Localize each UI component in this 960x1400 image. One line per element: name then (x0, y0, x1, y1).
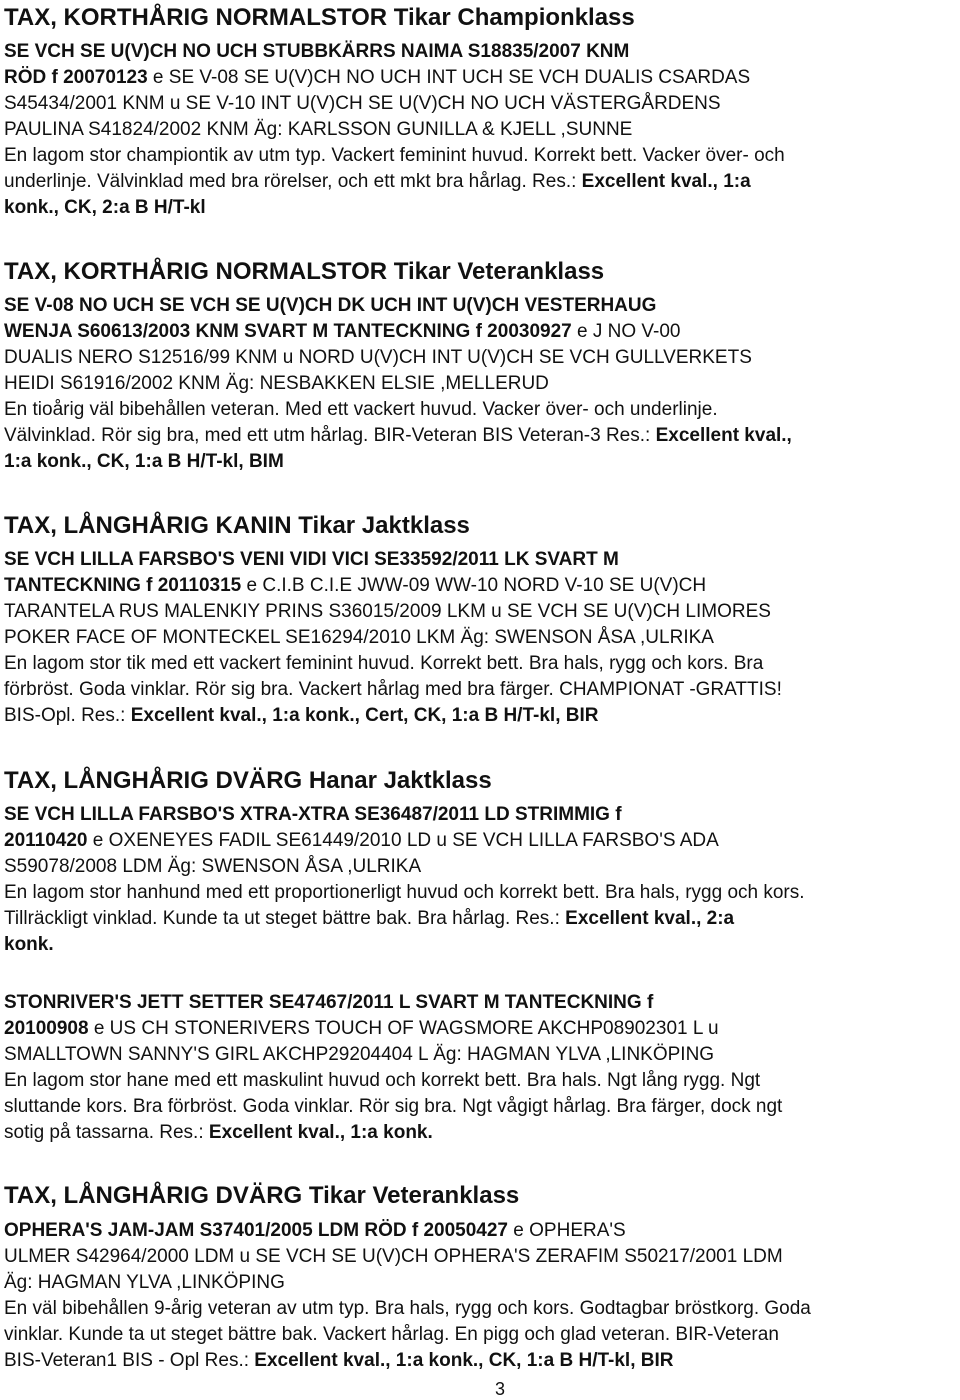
text-line: sotig på tassarna. Res.: Excellent kval., 1:a konk. (4, 1122, 433, 1143)
text-line: Välvinklad. Rör sig bra, med ett utm hårlag. BIR-Veteran BIS Veteran-3 Res.: Excellent kval., (4, 425, 792, 446)
text-line: DUALIS NERO S12516/99 KNM u NORD U(V)CH INT U(V)CH SE VCH GULLVERKETS (4, 347, 752, 368)
text-line: OPHERA'S JAM-JAM S37401/2005 LDM RÖD f 20050427 e OPHERA'S (4, 1220, 626, 1241)
text-line: förbröst. Goda vinklar. Rör sig bra. Vackert hårlag med bra färger. CHAMPIONAT -GRATTIS! (4, 679, 782, 700)
text-line: WENJA S60613/2003 KNM SVART M TANTECKNING f 20030927 e J NO V-00 (4, 321, 681, 342)
text-line: BIS-Veteran1 BIS - Opl Res.: Excellent kval., 1:a konk., CK, 1:a B H/T-kl, BIR (4, 1350, 674, 1371)
section-title: TAX, KORTHÅRIG NORMALSTOR Tikar Veteranklass (4, 258, 605, 285)
text-line: En lagom stor championtik av utm typ. Vackert feminint huvud. Korrekt bett. Vacker över- och (4, 145, 785, 166)
text-line: En tioårig väl bibehållen veteran. Med ett vackert huvud. Vacker över- och underlinje. (4, 399, 718, 420)
text-line: HEIDI S61916/2002 KNM Äg: NESBAKKEN ELSIE ,MELLERUD (4, 373, 549, 394)
text-line: SE V-08 NO UCH SE VCH SE U(V)CH DK UCH INT U(V)CH VESTERHAUG (4, 295, 657, 316)
text-line: vinklar. Kunde ta ut steget bättre bak. Vackert hårlag. En pigg och glad veteran. BIR-Veteran (4, 1324, 779, 1345)
text-line: TARANTELA RUS MALENKIY PRINS S36015/2009 LKM u SE VCH SE U(V)CH LIMORES (4, 601, 771, 622)
section-title: TAX, KORTHÅRIG NORMALSTOR Tikar Championklass (4, 4, 635, 31)
text-line: S59078/2008 LDM Äg: SWENSON ÅSA ,ULRIKA (4, 856, 422, 877)
section-title: TAX, LÅNGHÅRIG DVÄRG Hanar Jaktklass (4, 767, 492, 794)
text-line: SMALLTOWN SANNY'S GIRL AKCHP29204404 L Äg: HAGMAN YLVA ,LINKÖPING (4, 1044, 715, 1065)
text-line: underlinje. Välvinklad med bra rörelser, och ett mkt bra hårlag. Res.: Excellent kval., 1:a (4, 171, 751, 192)
text-line: konk., CK, 2:a B H/T-kl (4, 197, 206, 218)
text-line: SE VCH LILLA FARSBO'S VENI VIDI VICI SE33592/2011 LK SVART M (4, 549, 619, 570)
text-line: 1:a konk., CK, 1:a B H/T-kl, BIM (4, 451, 284, 472)
text-line: BIS-Opl. Res.: Excellent kval., 1:a konk., Cert, CK, 1:a B H/T-kl, BIR (4, 705, 599, 726)
text-line: sluttande kors. Bra förbröst. Goda vinklar. Rör sig bra. Ngt vågigt hårlag. Bra färger, dock ngt (4, 1096, 783, 1117)
text-line: ULMER S42964/2000 LDM u SE VCH SE U(V)CH OPHERA'S ZERAFIM S50217/2001 LDM (4, 1246, 783, 1267)
text-line: En lagom stor hanhund med ett proportionerligt huvud och korrekt bett. Bra hals, rygg och kors. (4, 882, 805, 903)
text-line: Äg: HAGMAN YLVA ,LINKÖPING (4, 1272, 285, 1293)
text-line: PAULINA S41824/2002 KNM Äg: KARLSSON GUNILLA & KJELL ,SUNNE (4, 119, 633, 140)
text-line: SE VCH LILLA FARSBO'S XTRA-XTRA SE36487/2011 LD STRIMMIG f (4, 804, 622, 825)
page-number: 3 (494, 1379, 505, 1399)
text-line: konk. (4, 934, 54, 955)
text-line: 20110420 e OXENEYES FADIL SE61449/2010 LD u SE VCH LILLA FARSBO'S ADA (4, 830, 719, 851)
text-line: SE VCH SE U(V)CH NO UCH STUBBKÄRRS NAIMA S18835/2007 KNM (4, 41, 630, 62)
text-line: En lagom stor tik med ett vackert feminint huvud. Korrekt bett. Bra hals, rygg och kors. Bra (4, 653, 764, 674)
section-title: TAX, LÅNGHÅRIG KANIN Tikar Jaktklass (4, 512, 470, 539)
text-line: POKER FACE OF MONTECKEL SE16294/2010 LKM Äg: SWENSON ÅSA ,ULRIKA (4, 627, 714, 648)
text-line: RÖD f 20070123 e SE V-08 SE U(V)CH NO UCH INT UCH SE VCH DUALIS CSARDAS (4, 67, 751, 88)
text-line: STONRIVER'S JETT SETTER SE47467/2011 L SVART M TANTECKNING f (4, 992, 654, 1013)
text-line: TANTECKNING f 20110315 e C.I.B C.I.E JWW-09 WW-10 NORD V-10 SE U(V)CH (4, 575, 707, 596)
text-line: Tillräckligt vinklad. Kunde ta ut steget bättre bak. Bra hårlag. Res.: Excellent kval., 2:a (4, 908, 735, 929)
text-line: En väl bibehållen 9-årig veteran av utm typ. Bra hals, rygg och kors. Godtagbar bröstkorg. Goda (4, 1298, 811, 1319)
text-line: S45434/2001 KNM u SE V-10 INT U(V)CH SE U(V)CH NO UCH VÄSTERGÅRDENS (4, 93, 721, 114)
text-line: En lagom stor hane med ett maskulint huvud och korrekt bett. Bra hals. Ngt lång rygg. Ngt (4, 1070, 761, 1091)
text-line: 20100908 e US CH STONERIVERS TOUCH OF WAGSMORE AKCHP08902301 L u (4, 1018, 719, 1039)
section-title: TAX, LÅNGHÅRIG DVÄRG Tikar Veteranklass (4, 1182, 520, 1209)
